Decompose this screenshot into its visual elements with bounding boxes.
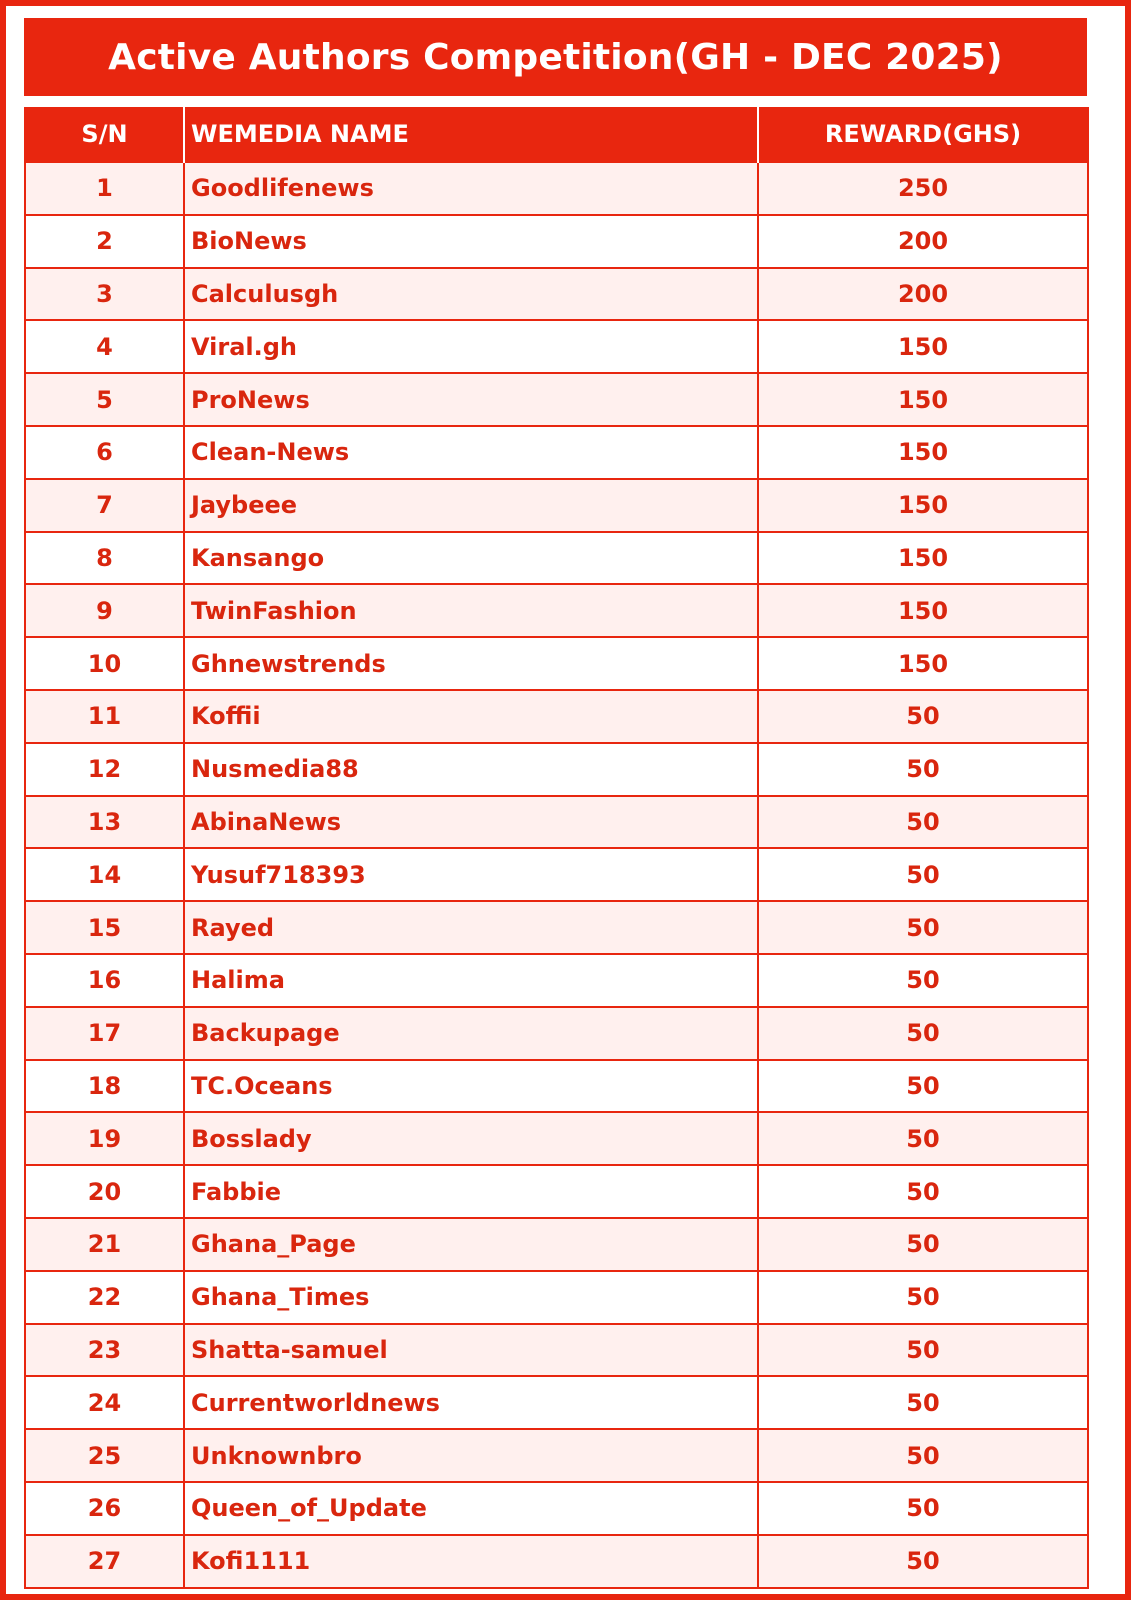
cell-reward: 50 [758,1535,1088,1588]
table-row [25,901,1088,954]
cell-wemedia-name: Shatta-samuel [184,1324,758,1377]
cell-sn: 14 [25,848,184,901]
cell-wemedia-name: Jaybeee [184,479,758,532]
cell-wemedia-name: Currentworldnews [184,1376,758,1429]
cell-wemedia-name: TwinFashion [184,584,758,637]
table-row [25,373,1088,426]
table-row [25,479,1088,532]
cell-wemedia-name: ProNews [184,373,758,426]
table-row [25,532,1088,585]
cell-wemedia-name: AbinaNews [184,796,758,849]
rewards-table [24,107,1089,1589]
cell-wemedia-name: TC.Oceans [184,1060,758,1113]
cell-reward: 150 [758,426,1088,479]
cell-sn: 8 [25,532,184,585]
table-row [25,690,1088,743]
cell-wemedia-name: Bosslady [184,1112,758,1165]
cell-reward: 50 [758,796,1088,849]
cell-wemedia-name: Nusmedia88 [184,743,758,796]
table-row [25,637,1088,690]
cell-reward: 50 [758,1218,1088,1271]
cell-sn: 26 [25,1482,184,1535]
cell-reward: 50 [758,1482,1088,1535]
cell-reward: 50 [758,1112,1088,1165]
table-row [25,320,1088,373]
cell-sn: 17 [25,1007,184,1060]
cell-wemedia-name: Kofi1111 [184,1535,758,1588]
cell-reward: 50 [758,1271,1088,1324]
table-row [25,848,1088,901]
cell-wemedia-name: Clean-News [184,426,758,479]
cell-reward: 50 [758,1324,1088,1377]
cell-sn: 15 [25,901,184,954]
table-row [25,1007,1088,1060]
table-row [25,584,1088,637]
table-row [25,1112,1088,1165]
cell-wemedia-name: Kansango [184,532,758,585]
cell-sn: 12 [25,743,184,796]
cell-sn: 1 [25,162,184,215]
cell-reward: 250 [758,162,1088,215]
cell-sn: 4 [25,320,184,373]
cell-reward: 200 [758,215,1088,268]
cell-wemedia-name: Fabbie [184,1165,758,1218]
cell-sn: 27 [25,1535,184,1588]
table-row [25,1324,1088,1377]
table-row [25,1535,1088,1588]
table-row [25,1060,1088,1113]
header-sn: S/N [25,107,184,162]
cell-wemedia-name: BioNews [184,215,758,268]
table-row [25,268,1088,321]
cell-wemedia-name: Queen_of_Update [184,1482,758,1535]
table-body [25,162,1088,1588]
table-row [25,1482,1088,1535]
cell-reward: 50 [758,1060,1088,1113]
cell-reward: 50 [758,954,1088,1007]
cell-sn: 16 [25,954,184,1007]
cell-sn: 9 [25,584,184,637]
cell-reward: 50 [758,1007,1088,1060]
cell-wemedia-name: Koffii [184,690,758,743]
cell-sn: 5 [25,373,184,426]
table-row [25,954,1088,1007]
cell-reward: 150 [758,637,1088,690]
table-row [25,743,1088,796]
cell-wemedia-name: Halima [184,954,758,1007]
cell-wemedia-name: Ghana_Times [184,1271,758,1324]
header-reward: REWARD(GHS) [758,107,1088,162]
cell-reward: 50 [758,1165,1088,1218]
cell-reward: 150 [758,479,1088,532]
page-title: Active Authors Competition(GH - DEC 2025) [24,18,1087,96]
cell-reward: 150 [758,320,1088,373]
cell-reward: 50 [758,743,1088,796]
cell-sn: 10 [25,637,184,690]
cell-sn: 24 [25,1376,184,1429]
table-row [25,796,1088,849]
cell-reward: 150 [758,532,1088,585]
header-wemedia-name: WEMEDIA NAME [184,107,758,162]
table-row [25,1165,1088,1218]
cell-wemedia-name: Viral.gh [184,320,758,373]
cell-wemedia-name: Ghana_Page [184,1218,758,1271]
cell-sn: 13 [25,796,184,849]
cell-reward: 50 [758,1429,1088,1482]
cell-sn: 23 [25,1324,184,1377]
cell-sn: 3 [25,268,184,321]
cell-wemedia-name: Rayed [184,901,758,954]
cell-wemedia-name: Yusuf718393 [184,848,758,901]
cell-sn: 11 [25,690,184,743]
cell-sn: 21 [25,1218,184,1271]
cell-reward: 150 [758,373,1088,426]
cell-wemedia-name: Goodlifenews [184,162,758,215]
cell-sn: 7 [25,479,184,532]
cell-sn: 18 [25,1060,184,1113]
table-row [25,1429,1088,1482]
table-header-row [25,107,1088,162]
cell-wemedia-name: Ghnewstrends [184,637,758,690]
table-row [25,1271,1088,1324]
table-row [25,426,1088,479]
table-row [25,215,1088,268]
cell-reward: 50 [758,1376,1088,1429]
cell-sn: 20 [25,1165,184,1218]
cell-reward: 150 [758,584,1088,637]
cell-reward: 50 [758,690,1088,743]
table-row [25,162,1088,215]
table-row [25,1218,1088,1271]
cell-sn: 22 [25,1271,184,1324]
cell-sn: 19 [25,1112,184,1165]
cell-reward: 50 [758,848,1088,901]
cell-wemedia-name: Backupage [184,1007,758,1060]
cell-sn: 6 [25,426,184,479]
cell-reward: 200 [758,268,1088,321]
cell-wemedia-name: Calculusgh [184,268,758,321]
cell-sn: 25 [25,1429,184,1482]
cell-reward: 50 [758,901,1088,954]
table-row [25,1376,1088,1429]
cell-sn: 2 [25,215,184,268]
cell-wemedia-name: Unknownbro [184,1429,758,1482]
